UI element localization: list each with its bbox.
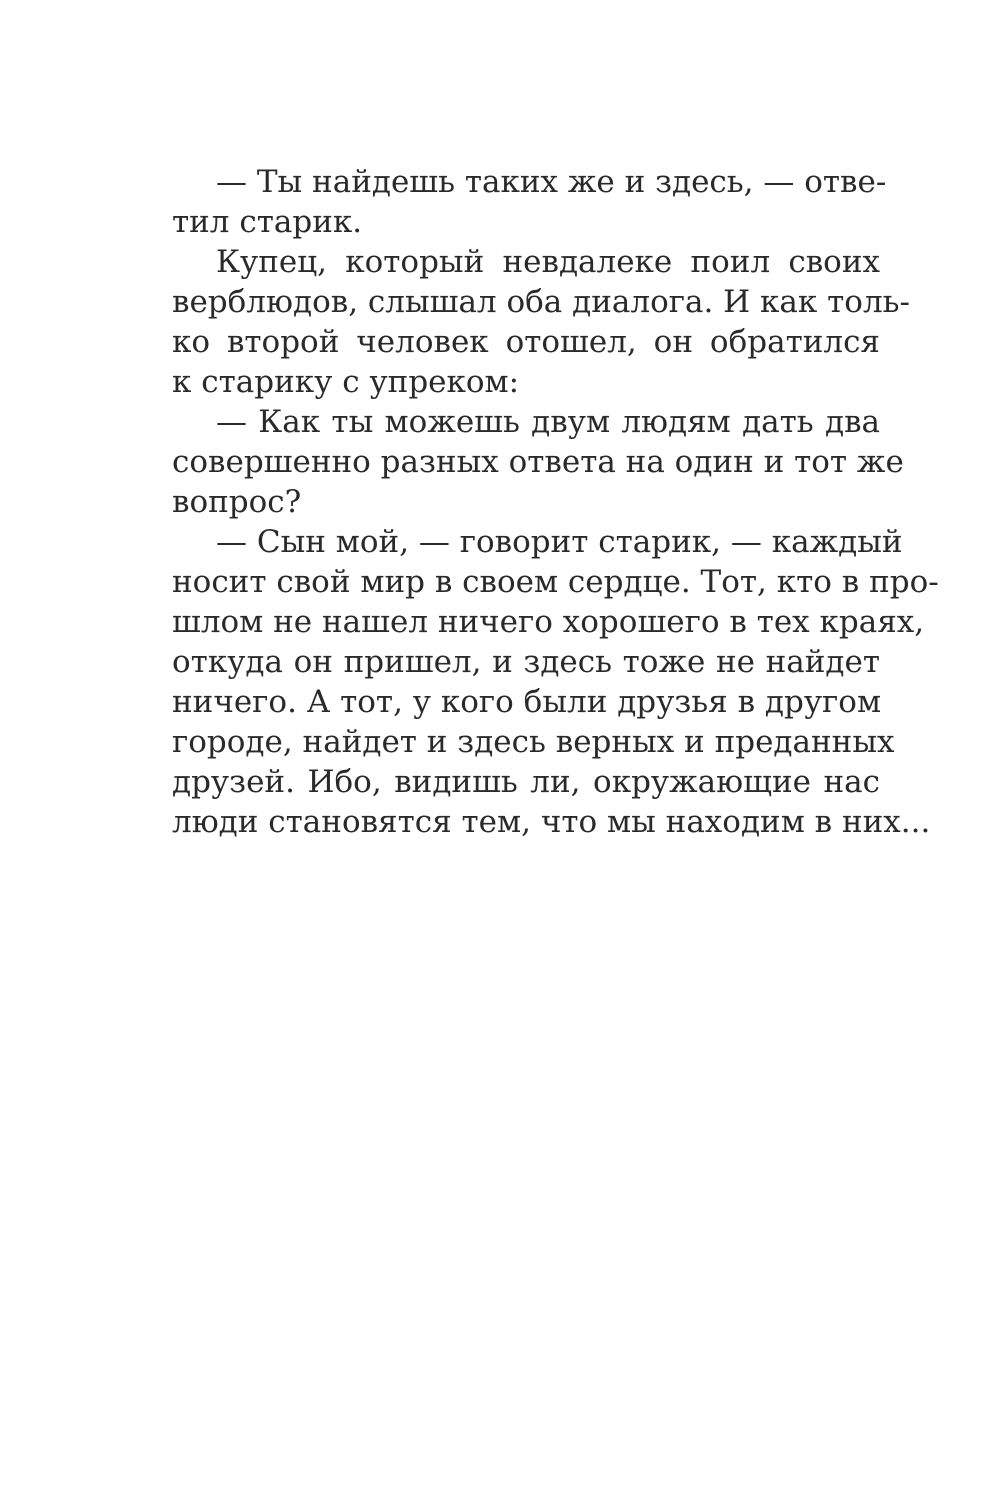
text-line: — Сын мой, — говорит старик, — каждый <box>216 524 903 560</box>
text-line: ничего. А тот, у кого были друзья в другом <box>172 684 882 720</box>
text-line: верблюдов, слышал оба диалога. И как толь- <box>172 284 910 320</box>
text-line: шлом не нашел ничего хорошего в тех краях, <box>172 604 925 640</box>
text-line: вопрос? <box>172 484 302 520</box>
text-line: — Ты найдешь таких же и здесь, — отве- <box>216 164 887 200</box>
text-line: совершенно разных ответа на один и тот же <box>172 444 904 480</box>
text-line: друзей. Ибо, видишь ли, окружающие нас <box>172 764 880 800</box>
text-line: Купец, который невдалеке поил своих <box>216 244 880 280</box>
text-line: — Как ты можешь двум людям дать два <box>216 404 880 440</box>
text-line: носит свой мир в своем сердце. Тот, кто в про- <box>172 564 939 600</box>
text-line: к старику с упреком: <box>172 364 520 400</box>
text-line: городе, найдет и здесь верных и преданных <box>172 724 895 760</box>
body-text <box>172 162 939 842</box>
text-line: тил старик. <box>172 204 363 240</box>
text-line: ко второй человек отошел, он обратился <box>172 324 880 360</box>
text-line: люди становятся тем, что мы находим в них... <box>172 804 931 840</box>
text-line: откуда он пришел, и здесь тоже не найдет <box>172 644 880 680</box>
